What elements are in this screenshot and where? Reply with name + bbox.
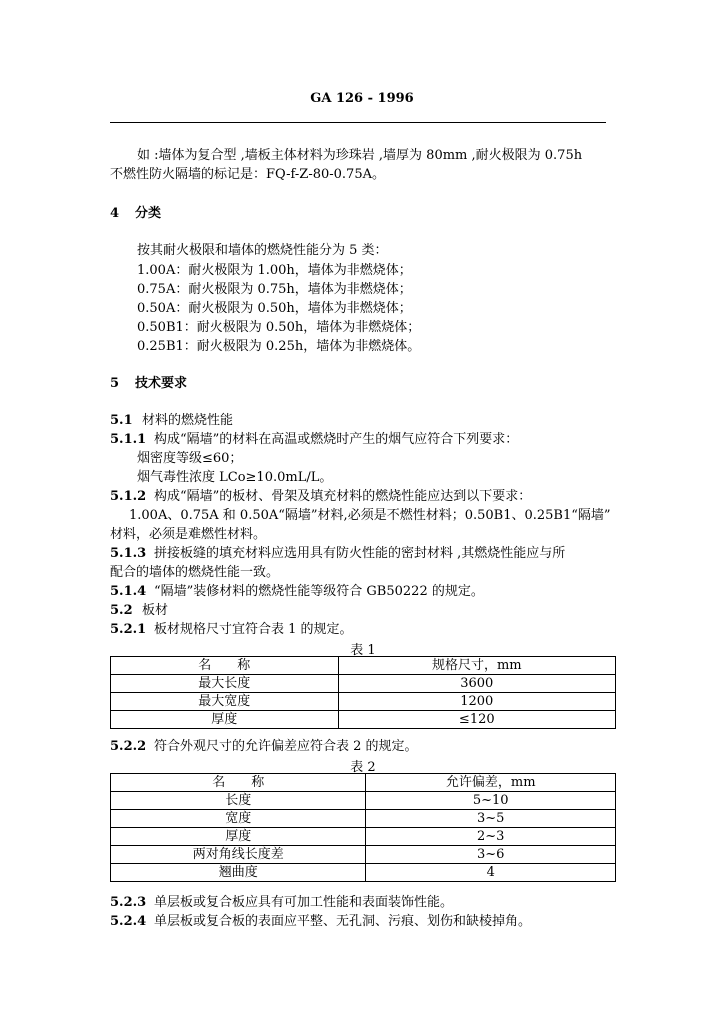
clause-5-1-2-line-3: 材料，必须是难燃性材料。 <box>110 527 267 542</box>
table-1-caption: 表 1 <box>350 643 376 658</box>
class-item-2: 0.75A：耐火极限为 0.75h，墙体为非燃烧体； <box>137 282 412 297</box>
class-item-4: 0.50B1：耐火极限为 0.50h，墙体为非燃烧体； <box>137 320 421 335</box>
table-cell: 1200 <box>338 693 615 711</box>
class-item-5: 0.25B1：耐火极限为 0.25h，墙体为非燃烧体。 <box>137 339 421 354</box>
table-row <box>111 675 616 693</box>
clause-5-1-4-text: “隔墙”装修材料的燃烧性能等级符合 GB50222 的规定。 <box>154 584 484 599</box>
clause-5-1-2-line-2: 1.00A、0.75A 和 0.50A“隔墙”材料,必须是不燃性材料；0.50B1、0.25B1“隔墙” <box>129 508 611 523</box>
section-4-title: 分类 <box>135 206 162 221</box>
intro-line-2: 不燃性防火隔墙的标记是：FQ-f-Z-80-0.75A。 <box>110 167 385 182</box>
table-cell: 4 <box>366 864 616 882</box>
clause-5-2-2-number: 5.2.2 <box>110 739 147 754</box>
clause-5-1 <box>110 411 233 430</box>
table-cell: 厚度 <box>111 711 339 729</box>
clause-5-2-1 <box>110 620 353 639</box>
clause-5-1-3-line-2: 配合的墙体的燃烧性能一致。 <box>110 565 280 580</box>
table-2-header-row <box>111 774 616 792</box>
section-4-heading <box>110 204 161 223</box>
clause-5-2-text: 板材 <box>142 603 169 618</box>
document-code: GA 126 - 1996 <box>310 91 414 106</box>
clause-5-1-1 <box>110 430 518 449</box>
table-1-header-row <box>111 657 616 675</box>
table-cell: 两对角线长度差 <box>111 846 366 864</box>
header-rule <box>110 122 606 123</box>
table-1-header-name: 名 称 <box>111 657 339 675</box>
clause-5-1-3-text: 拼接板缝的填充材料应选用具有防火性能的密封材料 ,其燃烧性能应与所 <box>154 546 566 561</box>
clause-5-2-1-text: 板材规格尺寸宜符合表 1 的规定。 <box>154 622 353 637</box>
clause-5-2-2 <box>110 737 418 756</box>
table-cell: 5~10 <box>366 792 616 810</box>
class-item-1: 1.00A：耐火极限为 1.00h，墙体为非燃烧体； <box>137 263 412 278</box>
section-5-title: 技术要求 <box>135 376 188 391</box>
clause-5-1-3-number: 5.1.3 <box>110 546 147 561</box>
clause-5-1-2-number: 5.1.2 <box>110 489 147 504</box>
table-row <box>111 711 616 729</box>
clause-5-2 <box>110 601 168 620</box>
class-item-3: 0.50A：耐火极限为 0.50h，墙体为非燃烧体； <box>137 301 412 316</box>
clause-5-2-number: 5.2 <box>110 603 133 618</box>
smoke-density-req: 烟密度等级≤60； <box>137 451 243 466</box>
table-row <box>111 828 616 846</box>
table-cell: ≤120 <box>338 711 615 729</box>
table-cell: 最大宽度 <box>111 693 339 711</box>
table-row <box>111 792 616 810</box>
table-row <box>111 846 616 864</box>
section-4-lead: 按其耐火极限和墙体的燃烧性能分为 5 类： <box>137 243 388 258</box>
clause-5-1-1-text: 构成“隔墙”的材料在高温或燃烧时产生的烟气应符合下列要求： <box>154 432 519 447</box>
table-cell: 宽度 <box>111 810 366 828</box>
table-2-header-name: 名 称 <box>111 774 366 792</box>
clause-5-2-4-number: 5.2.4 <box>110 914 147 929</box>
table-row <box>111 810 616 828</box>
intro-line-1: 如 :墙体为复合型 ,墙板主体材料为珍珠岩 ,墙厚为 80mm ,耐火极限为 0.75h <box>137 148 583 163</box>
clause-5-2-4 <box>110 912 531 931</box>
clause-5-1-1-number: 5.1.1 <box>110 432 147 447</box>
table-cell: 3600 <box>338 675 615 693</box>
table-2 <box>110 773 616 882</box>
clause-5-2-4-text: 单层板或复合板的表面应平整、无孔洞、污痕、划伤和缺棱掉角。 <box>154 914 532 929</box>
section-5-number: 5 <box>110 376 120 391</box>
table-row <box>111 693 616 711</box>
table-1 <box>110 656 616 729</box>
clause-5-1-text: 材料的燃烧性能 <box>142 413 234 428</box>
table-cell: 3~6 <box>366 846 616 864</box>
table-2-caption: 表 2 <box>350 760 376 775</box>
clause-5-2-3 <box>110 893 453 912</box>
clause-5-1-2 <box>110 487 531 506</box>
clause-5-1-3 <box>110 544 565 563</box>
clause-5-2-3-number: 5.2.3 <box>110 895 147 910</box>
smoke-toxicity-req: 烟气毒性浓度 LCo≥10.0mL/L。 <box>137 470 333 485</box>
table-cell: 最大长度 <box>111 675 339 693</box>
clause-5-1-4-number: 5.1.4 <box>110 584 147 599</box>
section-4-number: 4 <box>110 206 120 221</box>
table-cell: 3~5 <box>366 810 616 828</box>
table-cell: 长度 <box>111 792 366 810</box>
clause-5-2-3-text: 单层板或复合板应具有可加工性能和表面装饰性能。 <box>154 895 454 910</box>
clause-5-1-2-text: 构成“隔墙”的板材、骨架及填充材料的燃烧性能应达到以下要求： <box>154 489 532 504</box>
section-5-heading <box>110 374 187 393</box>
table-cell: 厚度 <box>111 828 366 846</box>
clause-5-2-1-number: 5.2.1 <box>110 622 147 637</box>
clause-5-1-4 <box>110 582 484 601</box>
table-cell: 翘曲度 <box>111 864 366 882</box>
clause-5-1-number: 5.1 <box>110 413 133 428</box>
table-row <box>111 864 616 882</box>
table-cell: 2~3 <box>366 828 616 846</box>
table-2-header-tolerance: 允许偏差，mm <box>366 774 616 792</box>
clause-5-2-2-text: 符合外观尺寸的允许偏差应符合表 2 的规定。 <box>154 739 418 754</box>
table-1-header-size: 规格尺寸，mm <box>338 657 615 675</box>
